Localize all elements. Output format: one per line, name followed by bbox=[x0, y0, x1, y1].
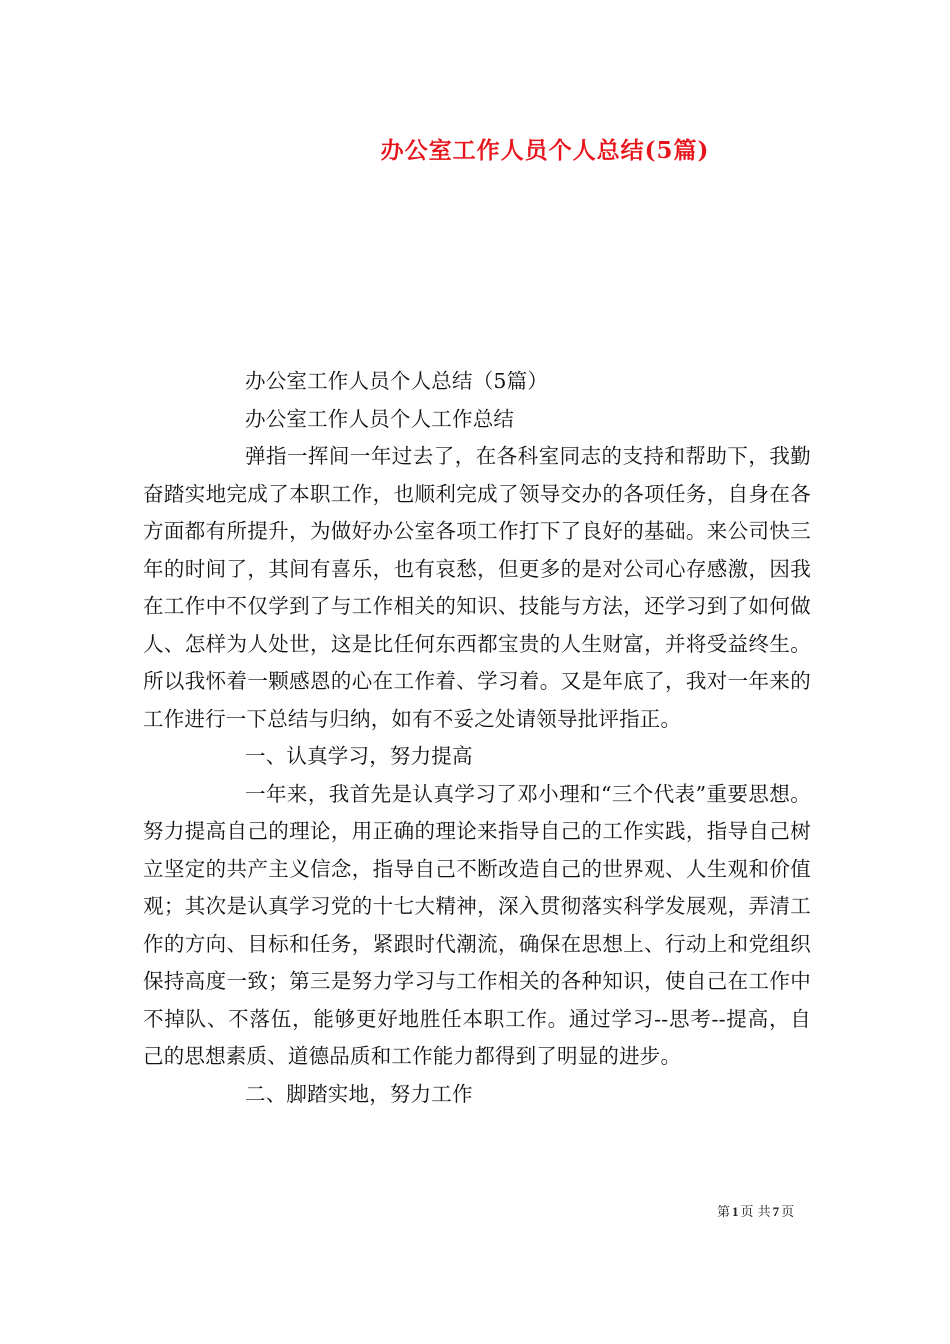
paragraph-heading-1: 办公室工作人员个人总结（5篇） bbox=[245, 369, 549, 393]
footer-prefix: 第 bbox=[717, 1205, 731, 1220]
footer-page-number: 1 bbox=[732, 1204, 739, 1219]
section-heading-1: 一、认真学习，努力提高 bbox=[245, 744, 473, 768]
paragraph-body-2: 一年来，我首先是认真学习了邓小理和“三个代表”重要思想。努力提高自己的理论，用正确的理论来指导自己的工作实践，指导自己树立坚定的共产主义信念，指导自己不断改造自己的世界观、人生观和价值观；其次是认真学习党的十七大精神，深入贯彻落实科学发展观，弄清工作的方向、目标和任务，紧跟时代潮流，确保在思想上、行动上和党组织保持高度一致；第三是努力学习与工作相关的各种知识，使自己在工作中不掉队、不落伍，能够更好地胜任本职工作。通过学习--思考--提高，自己的思想素质、道德品质和工作能力都得到了明显的进步。 bbox=[143, 781, 811, 1068]
document-body bbox=[143, 363, 811, 1113]
footer-middle: 页 共 bbox=[740, 1205, 771, 1220]
footer-suffix: 页 bbox=[781, 1205, 795, 1220]
footer-total-pages: 7 bbox=[772, 1204, 780, 1219]
paragraph-heading-2: 办公室工作人员个人工作总结 bbox=[245, 406, 515, 431]
document-title: 办公室工作人员个人总结(5篇) bbox=[380, 137, 710, 164]
paragraph-body-1: 弹指一挥间一年过去了，在各科室同志的支持和帮助下，我勤奋踏实地完成了本职工作，也顺利完成了领导交办的各项任务，自身在各方面都有所提升，为做好办公室各项工作打下了良好的基础。来公司快三年的时间了，其间有喜乐，也有哀愁，但更多的是对公司心存感激，因我在工作中不仅学到了与工作相关的知识、技能与方法，还学习到了如何做人、怎样为人处世，这是比任何东西都宝贵的人生财富，并将受益终生。所以我怀着一颗感恩的心在工作着、学习着。又是年底了，我对一年来的工作进行一下总结与归纳，如有不妥之处请领导批评指正。 bbox=[143, 444, 811, 731]
page-footer bbox=[717, 1203, 794, 1222]
section-heading-2: 二、脚踏实地，努力工作 bbox=[245, 1081, 473, 1106]
